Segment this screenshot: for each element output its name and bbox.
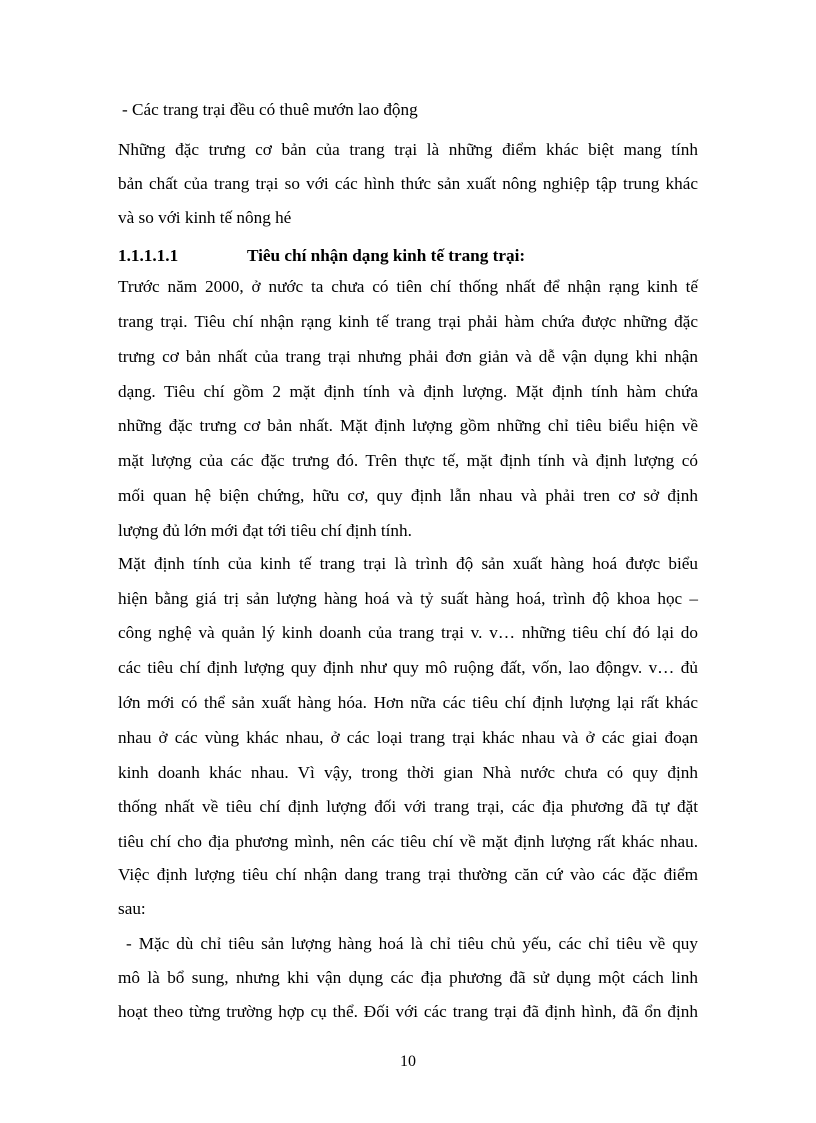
paragraph-2-line: mối quan hệ biện chứng, hữu cơ, quy định lẫn nhau và phải tren cơ sở định bbox=[118, 486, 698, 505]
paragraph-1-line: Những đặc trưng cơ bản của trang trại là những điểm khác biệt mang tính bbox=[118, 140, 698, 159]
paragraph-3-line: Việc định lượng tiêu chí nhận dang trang trại thường căn cứ vào các đặc điểm bbox=[118, 865, 698, 884]
paragraph-3-line: các tiêu chí định lượng quy định như quy mô ruộng đất, vốn, lao độngv. v… đủ bbox=[118, 658, 698, 677]
paragraph-3-line: Mặt định tính của kinh tế trang trại là trình độ sản xuất hàng hoá được biểu bbox=[118, 554, 698, 573]
heading-number: 1.1.1.1.1 bbox=[118, 246, 179, 265]
paragraph-3-line: nhau ở các vùng khác nhau, ở các loại trang trại khác nhau và ở các giai đoạn bbox=[118, 728, 698, 747]
paragraph-3-line: tiêu chí cho địa phương mình, nên các tiêu chí về mặt định lượng rất khác nhau. bbox=[118, 832, 698, 851]
paragraph-2-line: trưng cơ bản nhất của trang trại nhưng phải đơn giản và dễ vận dụng khi nhận bbox=[118, 347, 698, 366]
paragraph-2-line: mặt lượng của các đặc trưng đó. Trên thực tế, mặt định tính và định lượng có bbox=[118, 451, 698, 470]
paragraph-3-line: sau: bbox=[118, 899, 146, 918]
paragraph-3-line: hiện bằng giá trị sản lượng hàng hoá và tỷ suất hàng hoá, trình độ khoa học – bbox=[118, 589, 698, 608]
paragraph-1-line: và so với kinh tế nông hé bbox=[118, 208, 292, 227]
paragraph-3-line: thống nhất về tiêu chí định lượng đối với trang trại, các địa phương đã tự đặt bbox=[118, 797, 698, 816]
page-number: 10 bbox=[400, 1053, 416, 1070]
paragraph-3-line: kinh doanh khác nhau. Vì vậy, trong thời gian Nhà nước chưa có quy định bbox=[118, 763, 698, 782]
paragraph-3-line: công nghệ và quản lý kinh doanh của trang trại v. v… những tiêu chí đó lại do bbox=[118, 623, 698, 642]
paragraph-4-line: - Mặc dù chỉ tiêu sản lượng hàng hoá là chỉ tiêu chủ yếu, các chỉ tiêu về quy bbox=[126, 934, 698, 953]
paragraph-2-line: trang trại. Tiêu chí nhận rạng kinh tế trang trại phải hàm chứa được những đặc bbox=[118, 312, 698, 331]
paragraph-1-line: bản chất của trang trại so với các hình thức sản xuất nông nghiệp tập trung khác bbox=[118, 174, 698, 193]
paragraph-2-line: dạng. Tiêu chí gồm 2 mặt định tính và định lượng. Mặt định tính hàm chứa bbox=[118, 382, 698, 401]
paragraph-4-line: hoạt theo từng trường hợp cụ thể. Đối với các trang trại đã định hình, đã ổn định bbox=[118, 1002, 698, 1021]
paragraph-3-line: lớn mới có thể sản xuất hàng hóa. Hơn nữa các tiêu chí định lượng lại rất khác bbox=[118, 693, 698, 712]
paragraph-2-line: lượng đủ lớn mới đạt tới tiêu chí định tính. bbox=[118, 521, 412, 540]
paragraph-2-line: Trước năm 2000, ở nước ta chưa có tiên chí thống nhất để nhận rạng kinh tế bbox=[118, 277, 698, 296]
section-heading: Tiêu chí nhận dạng kinh tế trang trại: bbox=[247, 246, 526, 265]
paragraph-4-line: mô là bổ sung, nhưng khi vận dụng các địa phương đã sử dụng một cách linh bbox=[118, 968, 698, 987]
paragraph-2-line: những đặc trưng cơ bản nhất. Mặt định lượng gồm những chỉ tiêu biểu hiện về bbox=[118, 416, 698, 435]
bullet-line: - Các trang trại đều có thuê mướn lao động bbox=[122, 100, 418, 119]
